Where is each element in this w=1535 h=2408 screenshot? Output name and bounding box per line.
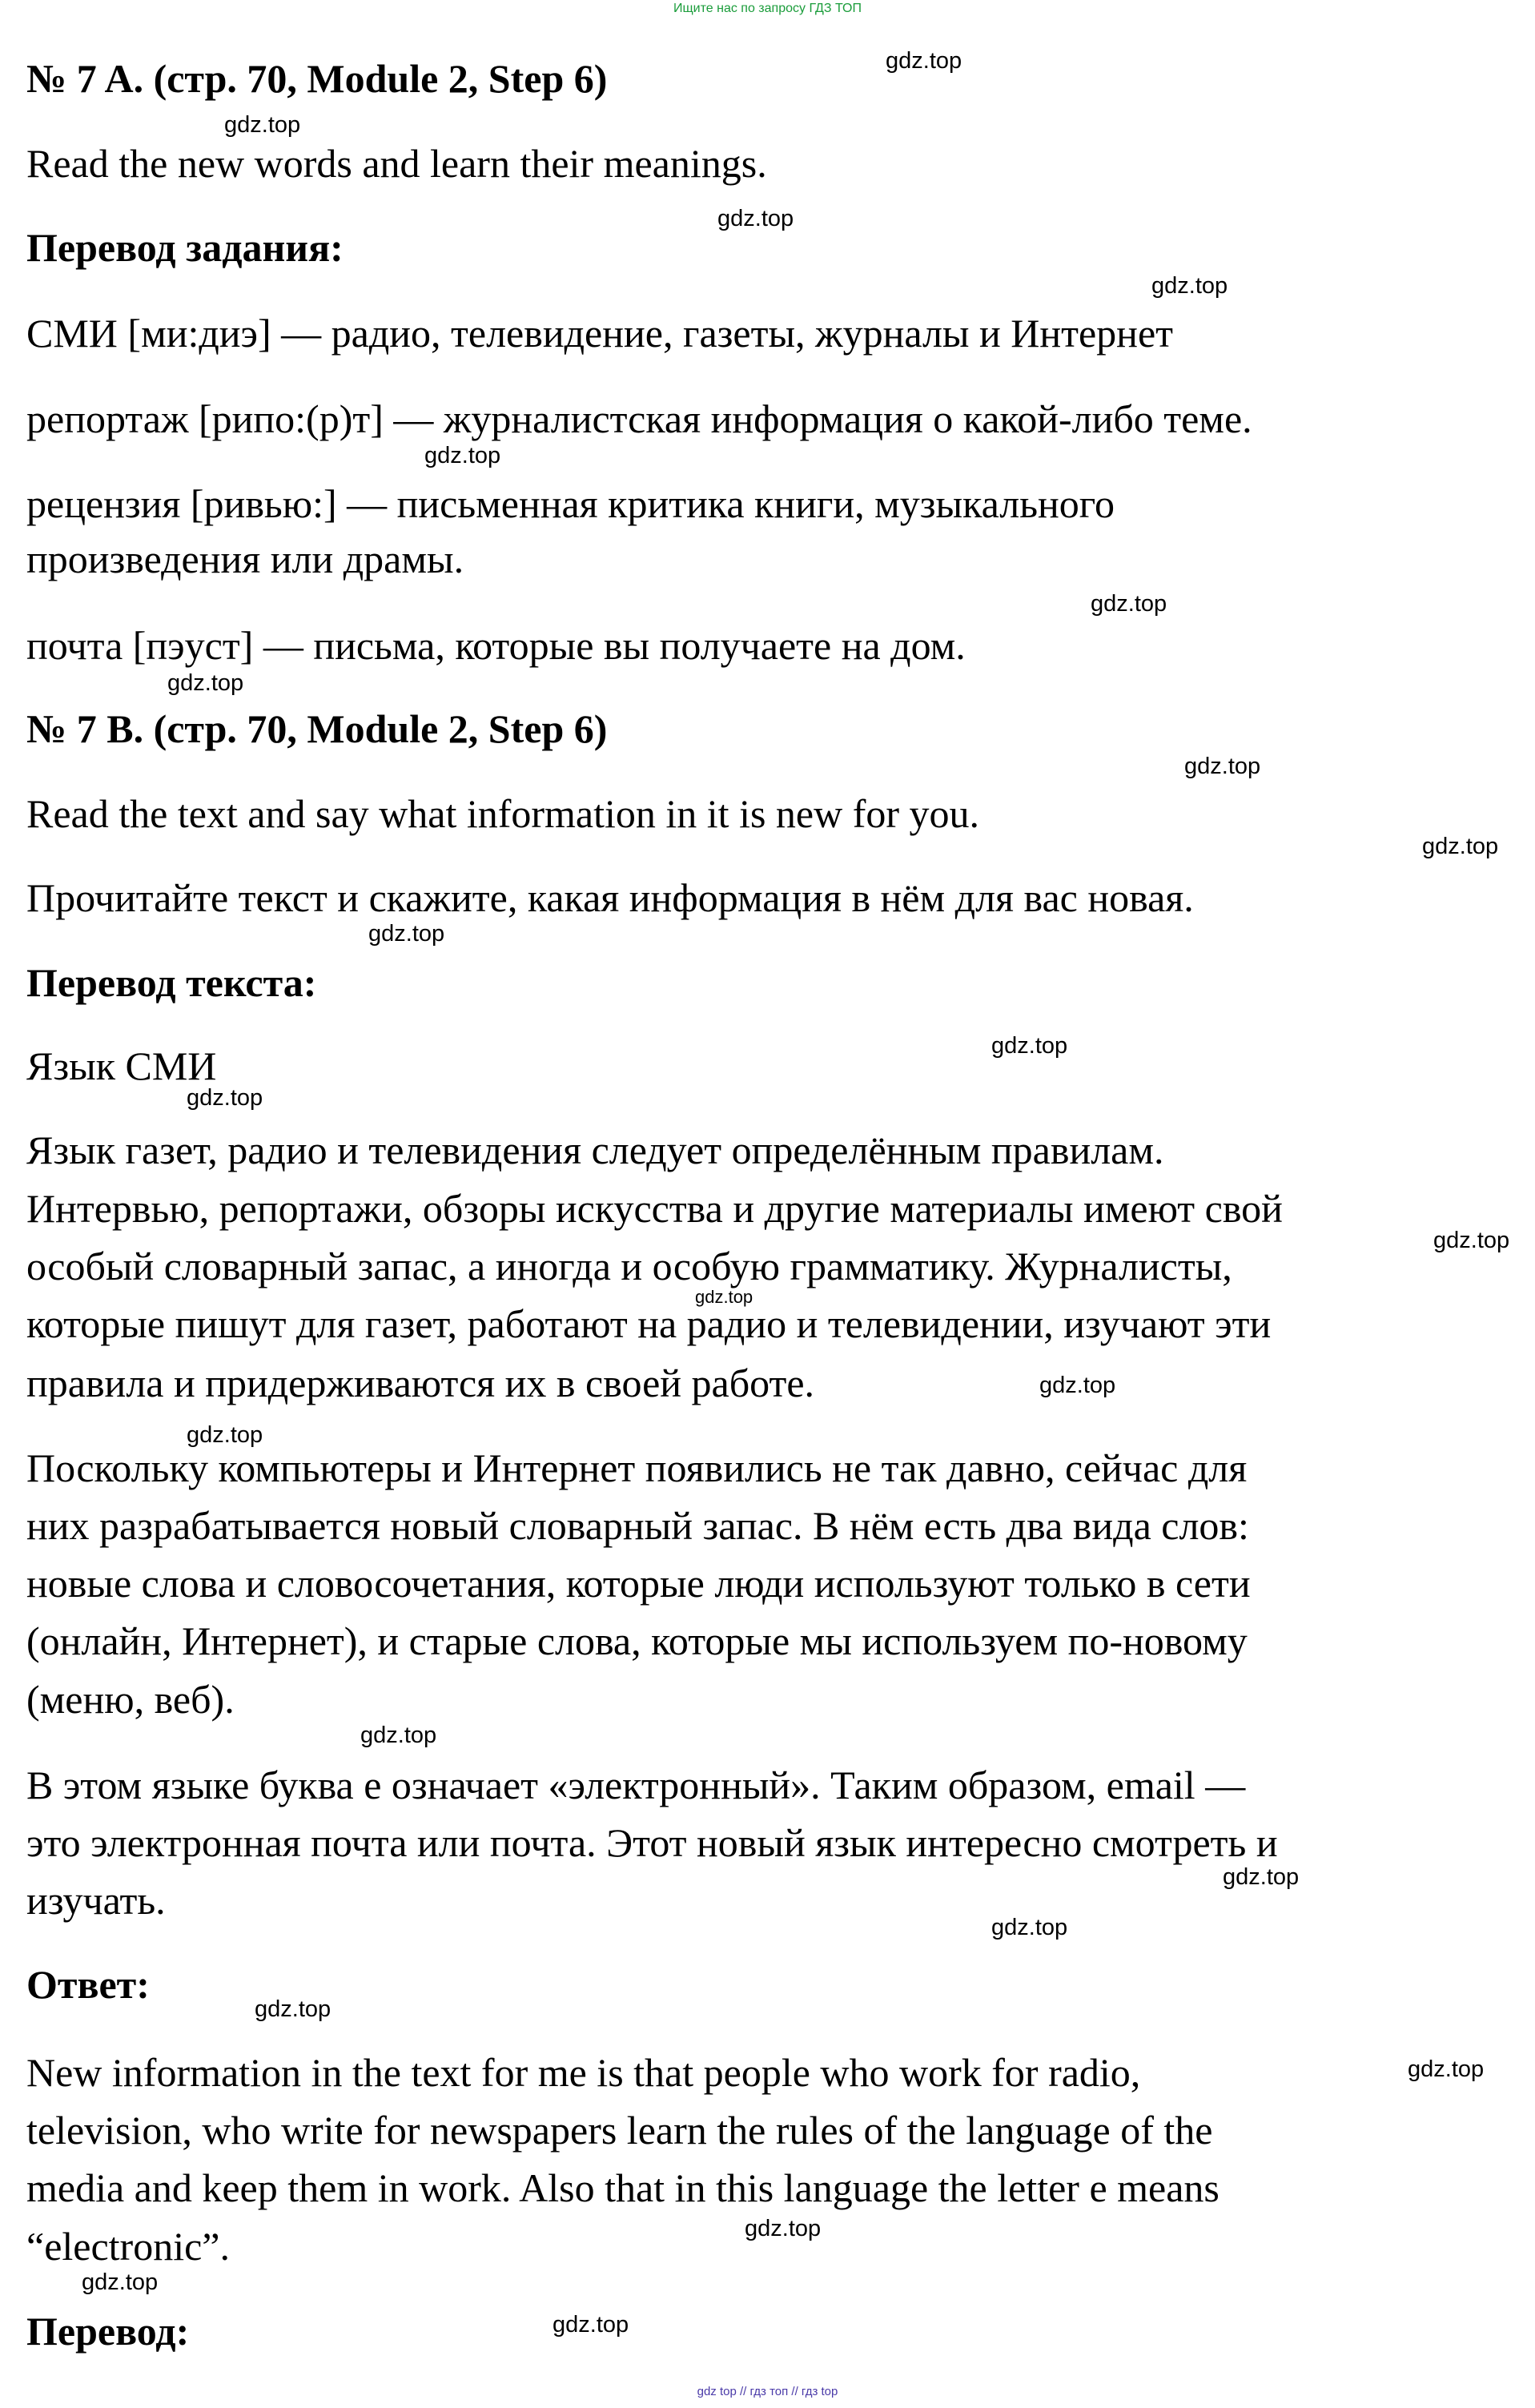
paragraph-2-line: новые слова и словосочетания, которые люди используют только в сети [26,1561,1251,1606]
answer-line: television, who write for newspapers learn the rules of the language of the [26,2108,1213,2153]
watermark: gdz.top [1151,273,1228,299]
vocab-entry: почта [пэуст] — письма, которые вы получаете на дом. [26,623,966,668]
paragraph-2-line: (онлайн, Интернет), и старые слова, которые мы используем по-новому [26,1618,1248,1663]
paragraph-1-line: правила и придерживаются их в своей работе. [26,1361,815,1405]
vocab-entry: репортаж [рипо:(р)т] — журналистская информация о какой-либо теме. [26,396,1252,441]
watermark: gdz.top [82,2269,159,2295]
answer-line: media and keep them in work. Also that in this language the letter e means [26,2165,1220,2210]
watermark: gdz.top [1184,754,1261,779]
vocab-entry: СМИ [ми:диэ] — радио, телевидение, газеты, журналы и Интернет [26,311,1173,356]
section-a-task: Read the new words and learn their meanings. [26,141,767,186]
paragraph-3-line: В этом языке буква е означает «электронный». Таким образом, email — [26,1763,1246,1807]
watermark: gdz.top [368,921,445,947]
paragraph-3-line: изучать. [26,1878,166,1923]
watermark: gdz.top [187,1085,263,1111]
section-a-heading: № 7 A. (стр. 70, Module 2, Step 6) [26,56,608,101]
watermark: gdz.top [1039,1373,1116,1398]
vocab-entry: рецензия [ривью:] — письменная критика книги, музыкального [26,481,1115,526]
answer-line: “electronic”. [26,2224,230,2269]
watermark: gdz.top [1433,1228,1510,1253]
section-b-task-ru: Прочитайте текст и скажите, какая информация в нём для вас новая. [26,875,1194,920]
paragraph-1-line: Интервью, репортажи, обзоры искусства и другие материалы имеют свой [26,1186,1283,1231]
section-a-translation-heading: Перевод задания: [26,225,344,270]
watermark: gdz.top [717,206,794,231]
final-translation-heading: Перевод: [26,2309,190,2354]
text-title: Язык СМИ [26,1043,217,1088]
paragraph-2-line: них разрабатывается новый словарный запас. В нём есть два вида слов: [26,1503,1249,1548]
watermark: gdz.top [424,443,501,468]
watermark: gdz.top [745,2216,822,2241]
text-translation-heading: Перевод текста: [26,960,317,1005]
paragraph-1-line: особый словарный запас, а иногда и особую грамматику. Журналисты, [26,1244,1232,1288]
watermark: gdz.top [255,1996,332,2022]
section-b-task: Read the text and say what information in it is new for you. [26,791,980,836]
watermark: gdz.top [553,2312,629,2338]
watermark: gdz.top [1091,591,1167,617]
watermark: gdz.top [695,1287,753,1307]
watermark: gdz.top [991,1033,1068,1059]
watermark: gdz.top [1223,1864,1300,1890]
watermark: gdz.top [1408,2056,1485,2082]
watermark: gdz.top [224,112,301,138]
watermark: gdz.top [167,670,244,696]
answer-heading: Ответ: [26,1962,150,2007]
watermark: gdz.top [1422,834,1499,859]
watermark: gdz.top [360,1723,437,1748]
paragraph-2-line: (меню, веб). [26,1677,235,1722]
paragraph-1-line: Язык газет, радио и телевидения следует определённым правилам. [26,1128,1164,1172]
watermark: gdz.top [991,1915,1068,1940]
watermark: gdz.top [187,1422,263,1448]
vocab-entry: произведения или драмы. [26,537,464,581]
top-banner: Ищите нас по запросу ГДЗ ТОП [673,2,862,15]
paragraph-2-line: Поскольку компьютеры и Интернет появились не так давно, сейчас для [26,1445,1248,1490]
bottom-banner: gdz top // гдз топ // гдз top [697,2385,838,2398]
answer-line: New information in the text for me is that people who work for radio, [26,2050,1141,2095]
section-b-heading: № 7 B. (стр. 70, Module 2, Step 6) [26,706,608,751]
paragraph-1-line: которые пишут для газет, работают на радио и телевидении, изучают эти [26,1301,1272,1346]
watermark: gdz.top [886,48,962,74]
paragraph-3-line: это электронная почта или почта. Этот новый язык интересно смотреть и [26,1820,1278,1865]
